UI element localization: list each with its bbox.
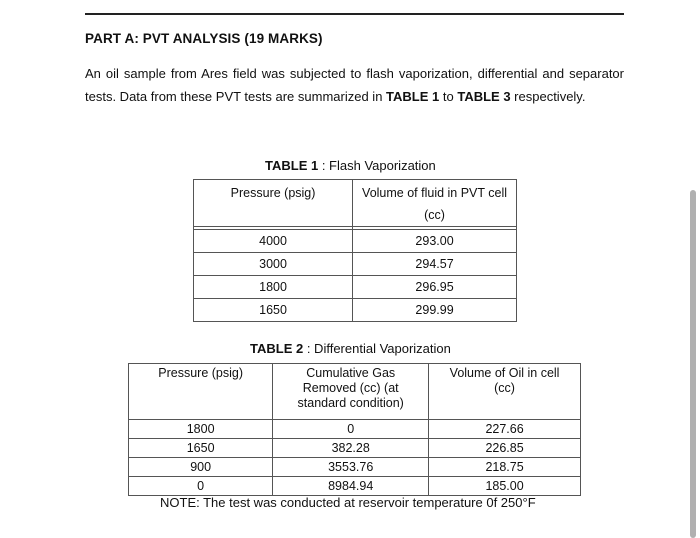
table-cell: 3553.76: [273, 458, 429, 477]
table-cell: 293.00: [353, 230, 517, 253]
table-cell: 299.99: [353, 299, 517, 322]
table-cell: 4000: [194, 230, 353, 253]
table-header-row: [129, 364, 581, 420]
table-row: [194, 299, 517, 322]
table-cell: 0: [129, 477, 273, 496]
differential-vaporization-table: [128, 363, 581, 496]
table-cell: 1800: [194, 276, 353, 299]
table-header-text: Volume of fluid in PVT cell (cc): [362, 186, 508, 222]
table-row: [194, 253, 517, 276]
paragraph-text: An oil sample from Ares field was subjected to flash vaporization, differential and separator tests. Data from these PVT tests are summarized in: [85, 66, 624, 104]
table2-caption-text: : Differential Vaporization: [303, 341, 451, 356]
table-cell: 0: [273, 420, 429, 439]
table-header-cell: [273, 364, 429, 420]
section-heading: PART A: PVT ANALYSIS (19 MARKS): [85, 31, 323, 46]
top-rule: [85, 13, 624, 15]
table-cell: 226.85: [429, 439, 581, 458]
table-cell: 185.00: [429, 477, 581, 496]
table1-caption: [265, 158, 436, 173]
table-cell: 3000: [194, 253, 353, 276]
table-cell: 218.75: [429, 458, 581, 477]
table-cell: 227.66: [429, 420, 581, 439]
table-header-text: Volume of Oil in cell (cc): [449, 366, 560, 395]
table-row: [129, 477, 581, 496]
table2-note: NOTE: The test was conducted at reservoir temperature 0f 250°F: [160, 495, 536, 510]
table1-reference: TABLE 1: [386, 89, 440, 104]
table-header-cell: [429, 364, 581, 420]
table1-caption-text: : Flash Vaporization: [318, 158, 436, 173]
flash-vaporization-table: [193, 179, 517, 322]
table-header-row: [194, 180, 517, 227]
table1-caption-label: TABLE 1: [265, 158, 319, 173]
table-cell: 1800: [129, 420, 273, 439]
table-cell: 900: [129, 458, 273, 477]
table2-caption: [250, 341, 451, 356]
table-header-cell: Pressure (psig): [129, 364, 273, 420]
paragraph-text: respectively.: [510, 89, 586, 104]
paragraph-text: to: [439, 89, 458, 104]
table-header-cell: [353, 180, 517, 227]
table-header-cell: Pressure (psig): [194, 180, 353, 227]
table2-caption-label: TABLE 2: [250, 341, 304, 356]
vertical-scrollbar[interactable]: [690, 190, 696, 538]
table-row: [129, 439, 581, 458]
table-row: [194, 276, 517, 299]
table-cell: 382.28: [273, 439, 429, 458]
table-cell: 1650: [129, 439, 273, 458]
table-row: [129, 420, 581, 439]
table-cell: 296.95: [353, 276, 517, 299]
table-cell: 294.57: [353, 253, 517, 276]
table-cell: 1650: [194, 299, 353, 322]
table-cell: 8984.94: [273, 477, 429, 496]
table-row: [194, 230, 517, 253]
table3-reference: TABLE 3: [457, 89, 511, 104]
table-header-text: Cumulative Gas Removed (cc) (at standard condition): [297, 366, 404, 410]
intro-paragraph: [85, 62, 624, 108]
table-row: [129, 458, 581, 477]
